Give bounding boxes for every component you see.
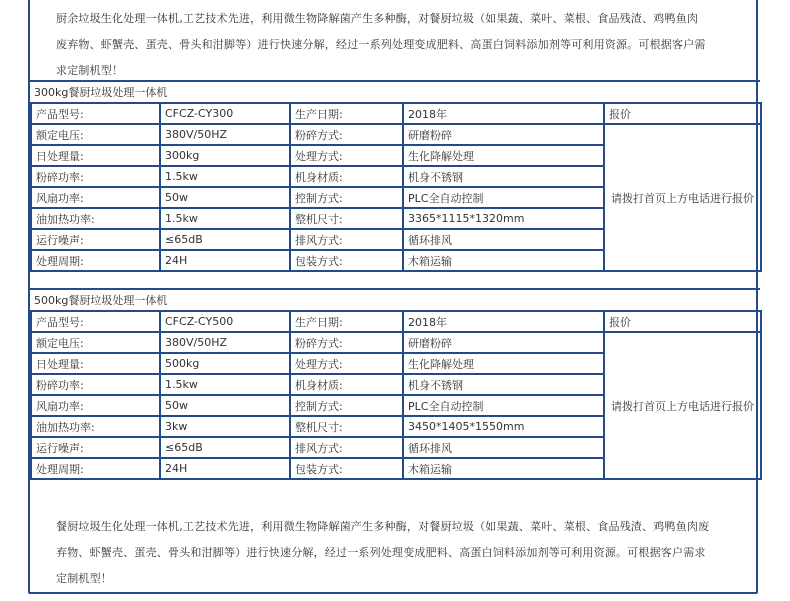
spec-label: 处理周期: [31, 250, 160, 271]
spec-label: 日处理量: [31, 353, 160, 374]
spec-label: 处理周期: [31, 458, 160, 479]
table-row [31, 311, 761, 332]
spec-label: 整机尺寸: [290, 416, 403, 437]
outro-paragraph: 餐厨垃圾生化处理一体机,工艺技术先进，利用微生物降解菌产生多种酶，对餐厨垃圾（如果蔬、菜叶、菜根、食品残渣、鸡鸭鱼肉废弃物、虾蟹壳、蛋壳、骨头和泔脚等）进行快速分解，经过一系列处理变成肥料、高蛋白饲料添加剂等可利用资源。可根据客户需求定制机型！ [56, 520, 710, 585]
spec-table [30, 310, 762, 480]
spec-block-300kg [30, 80, 760, 272]
table-row [31, 124, 761, 145]
spec-label: 额定电压: [31, 332, 160, 353]
spec-value: 生化降解处理 [403, 353, 604, 374]
spec-value: 生化降解处理 [403, 145, 604, 166]
spec-label: 日处理量: [31, 145, 160, 166]
spec-value: 3365*1115*1320mm [403, 208, 604, 229]
spec-label: 油加热功率: [31, 416, 160, 437]
spec-value: 木箱运输 [403, 458, 604, 479]
spec-label: 控制方式: [290, 187, 403, 208]
spec-value: 3450*1405*1550mm [403, 416, 604, 437]
spec-label: 风扇功率: [31, 395, 160, 416]
spec-table [30, 102, 762, 272]
price-label: 报价 [604, 103, 761, 124]
spec-label: 运行噪声: [31, 437, 160, 458]
spec-value: 50w [160, 187, 290, 208]
spec-value: CFCZ-CY300 [160, 103, 290, 124]
price-note: 请拨打首页上方电话进行报价 [604, 124, 761, 271]
spec-value: CFCZ-CY500 [160, 311, 290, 332]
spec-label: 处理方式: [290, 145, 403, 166]
spec-value: 1.5kw [160, 374, 290, 395]
spec-label: 产品型号: [31, 311, 160, 332]
spec-value: PLC全自动控制 [403, 187, 604, 208]
spec-value: 3kw [160, 416, 290, 437]
spec-label: 运行噪声: [31, 229, 160, 250]
price-label: 报价 [604, 311, 761, 332]
spec-label: 粉碎方式: [290, 332, 403, 353]
spec-label: 排风方式: [290, 437, 403, 458]
spec-value: 1.5kw [160, 208, 290, 229]
spec-value: 380V/50HZ [160, 124, 290, 145]
spec-label: 排风方式: [290, 229, 403, 250]
spec-label: 生产日期: [290, 103, 403, 124]
intro-paragraph: 厨余垃圾生化处理一体机,工艺技术先进，利用微生物降解菌产生多种酶，对餐厨垃圾（如果蔬、菜叶、菜根、食品残渣、鸡鸭鱼肉废弃物、虾蟹壳、蛋壳、骨头和泔脚等）进行快速分解，经过一系列处理变成肥料、高蛋白饲料添加剂等可利用资源。可根据客户需求定制机型！ [56, 12, 706, 77]
spec-label: 油加热功率: [31, 208, 160, 229]
spec-label: 包装方式: [290, 458, 403, 479]
spec-value: 循环排风 [403, 437, 604, 458]
spec-label: 粉碎方式: [290, 124, 403, 145]
spec-value: 研磨粉碎 [403, 332, 604, 353]
spec-label: 机身材质: [290, 166, 403, 187]
spec-value: 24H [160, 458, 290, 479]
spec-value: 500kg [160, 353, 290, 374]
spec-value: 2018年 [403, 103, 604, 124]
spec-label: 机身材质: [290, 374, 403, 395]
spec-value: ≤65dB [160, 229, 290, 250]
spec-value: 2018年 [403, 311, 604, 332]
spec-label: 处理方式: [290, 353, 403, 374]
spec-label: 额定电压: [31, 124, 160, 145]
spec-value: PLC全自动控制 [403, 395, 604, 416]
spec-value: 机身不锈钢 [403, 374, 604, 395]
spec-label: 粉碎功率: [31, 166, 160, 187]
spec-value: 50w [160, 395, 290, 416]
spec-value: 循环排风 [403, 229, 604, 250]
spec-value: 研磨粉碎 [403, 124, 604, 145]
price-note: 请拨打首页上方电话进行报价 [604, 332, 761, 479]
spec-table-title: 300kg餐厨垃圾处理一体机 [30, 80, 760, 102]
spec-value: 300kg [160, 145, 290, 166]
spec-label: 整机尺寸: [290, 208, 403, 229]
spec-value: ≤65dB [160, 437, 290, 458]
spec-value: 380V/50HZ [160, 332, 290, 353]
spec-table-title: 500kg餐厨垃圾处理一体机 [30, 288, 760, 310]
table-row [31, 103, 761, 124]
spec-label: 产品型号: [31, 103, 160, 124]
table-row [31, 332, 761, 353]
spec-label: 控制方式: [290, 395, 403, 416]
spec-label: 包装方式: [290, 250, 403, 271]
spec-value: 1.5kw [160, 166, 290, 187]
spec-label: 生产日期: [290, 311, 403, 332]
spec-value: 木箱运输 [403, 250, 604, 271]
spec-label: 粉碎功率: [31, 374, 160, 395]
spec-block-500kg [30, 288, 760, 480]
spec-value: 24H [160, 250, 290, 271]
spec-label: 风扇功率: [31, 187, 160, 208]
spec-value: 机身不锈钢 [403, 166, 604, 187]
